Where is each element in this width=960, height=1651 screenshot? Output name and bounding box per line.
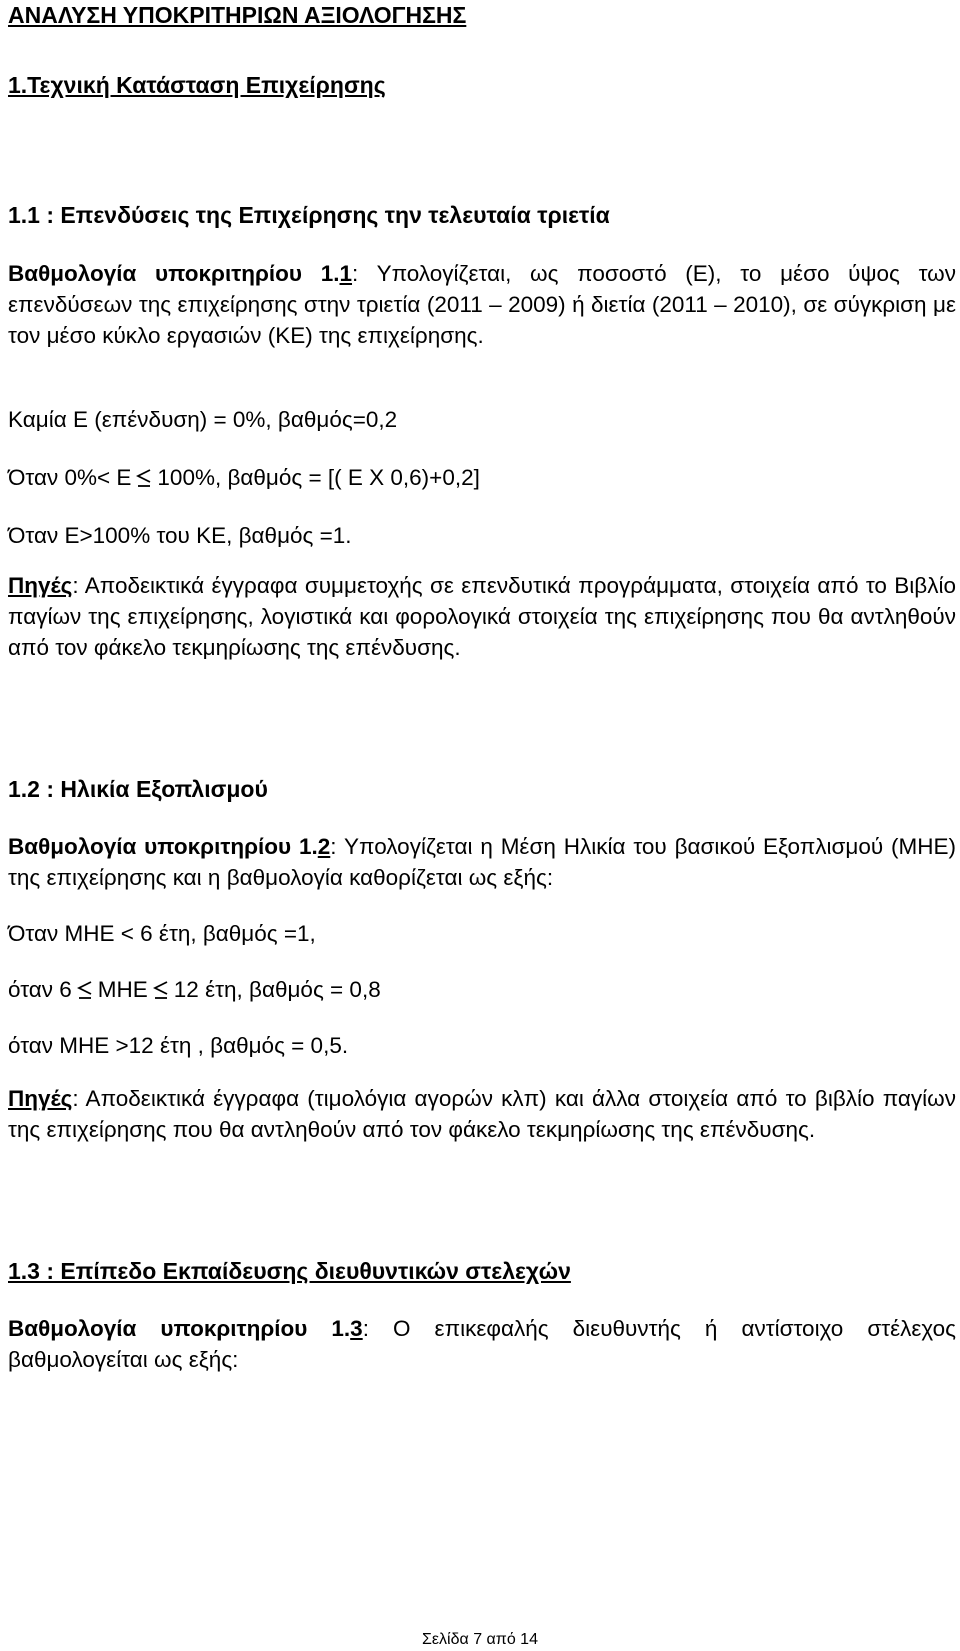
sources-1-1-paragraph (8, 570, 956, 663)
rule-1-2-c: όταν ΜΗΕ >12 έτη , βαθμός = 0,5. (8, 1033, 349, 1058)
criterion-1-3-number: 3 (350, 1316, 363, 1341)
sources-1-1-text: : Αποδεικτικά έγγραφα συμμετοχής σε επενδυτικά προγράμματα, στοιχεία από το Βιβλίο παγίων της επιχείρησης, λογιστικά και φορολογικά στοιχεία της επιχείρησης που θα αντληθούν από τον φάκελο τεκμηρίωσης της επένδυσης. (8, 573, 956, 660)
rule-1-2-b-mid: ΜΗΕ (97, 977, 148, 1002)
criterion-1-2-paragraph (8, 831, 956, 893)
criterion-1-3-paragraph (8, 1313, 956, 1375)
criterion-1-1-number: 1 (339, 261, 353, 286)
rule-1-1-b-post: 100%, βαθμός = [( Ε Χ 0,6)+0,2] (157, 465, 480, 490)
sources-1-1-label: Πηγές (8, 573, 73, 598)
sources-1-2-label: Πηγές (8, 1086, 73, 1111)
criterion-1-1-paragraph (8, 258, 956, 351)
rule-1-1-b-pre: Όταν 0%< Ε (8, 465, 132, 490)
sources-1-2-paragraph (8, 1083, 956, 1145)
sources-1-2-text: : Αποδεικτικά έγγραφα (τιμολόγια αγορών κλπ) και άλλα στοιχεία από το βιβλίο παγίων της επιχείρησης που θα αντληθούν από τον φάκελο τεκμηρίωσης της επένδυσης. (8, 1086, 956, 1142)
rule-1-2-b-pre: όταν 6 (8, 977, 72, 1002)
subsection-1-3-heading: 1.3 : Επίπεδο Εκπαίδευσης διευθυντικών στελεχών (8, 1258, 571, 1284)
criterion-1-2-text: : Υπολογίζεται η Μέση Ηλικία του βασικού Εξοπλισμού (ΜΗΕ) της επιχείρησης και η βαθμολογία καθορίζεται ως εξής: (8, 834, 956, 890)
subsection-1-1-heading: 1.1 : Επενδύσεις της Επιχείρησης την τελευταία τριετία (8, 202, 610, 228)
rule-1-1-b (8, 462, 956, 493)
rule-1-2-b (8, 974, 956, 1005)
criterion-1-3-text: : Ο επικεφαλής διευθυντής ή αντίστοιχο στέλεχος βαθμολογείται ως εξής: (8, 1316, 956, 1372)
less-equal-icon (72, 974, 98, 1005)
section-1-heading: 1.Τεχνική Κατάσταση Επιχείρησης (8, 72, 386, 98)
rule-1-1-a: Καμία Ε (επένδυση) = 0%, βαθμός=0,2 (8, 407, 398, 432)
rule-1-1-c: Όταν Ε>100% του ΚΕ, βαθμός =1. (8, 523, 352, 548)
criterion-1-2-number: 2 (317, 834, 331, 859)
criterion-1-1-label: Βαθμολογία υποκριτηρίου 1. (8, 261, 340, 286)
subsection-1-2-heading: 1.2 : Ηλικία Εξοπλισμού (8, 776, 268, 802)
rule-1-2-b-post: 12 έτη, βαθμός = 0,8 (173, 977, 381, 1002)
criterion-1-3-label: Βαθμολογία υποκριτηρίου 1. (8, 1316, 351, 1341)
page-footer: Σελίδα 7 από 14 (422, 1631, 538, 1648)
criterion-1-1-text: : Υπολογίζεται, ως ποσοστό (Ε), το μέσο ύψος των επενδύσεων της επιχείρησης στην τριετία (2011 – 2009) ή διετία (2011 – 2010), σε σύγκριση με τον μέσο κύκλο εργασιών (ΚΕ) της επιχείρησης. (8, 261, 956, 348)
page-title: ΑΝΑΛΥΣΗ ΥΠΟΚΡΙΤΗΡΙΩΝ ΑΞΙΟΛΟΓΗΣΗΣ (8, 2, 467, 28)
rule-1-2-a: Όταν ΜΗΕ < 6 έτη, βαθμός =1, (8, 921, 316, 946)
less-equal-icon (131, 462, 157, 493)
criterion-1-2-label: Βαθμολογία υποκριτηρίου 1. (8, 834, 318, 859)
less-equal-icon (148, 974, 174, 1005)
